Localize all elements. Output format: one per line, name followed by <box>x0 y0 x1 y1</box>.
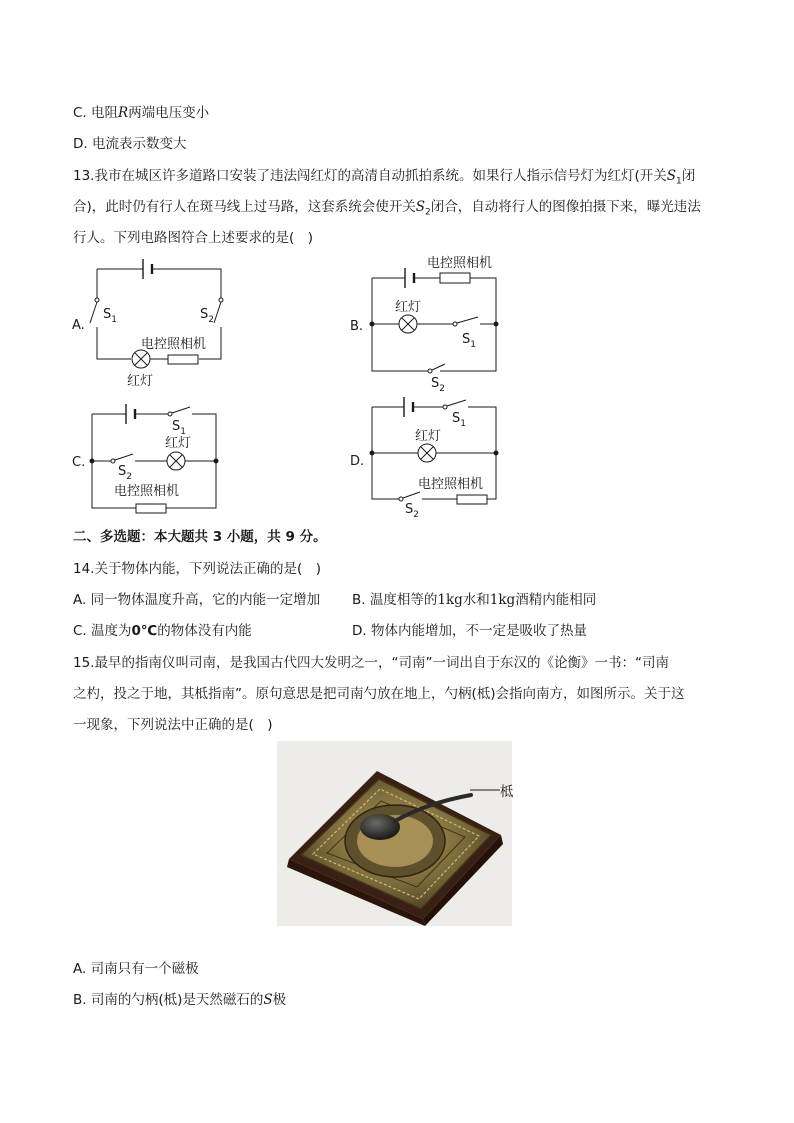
q13-stem-line2: 合)，此时仍有行人在斑马线上过马路，这套系统会使开关$S_2$闭合，自动将行人的图像拍摄下来，曝光违法 <box>73 199 701 218</box>
circuit-b-s2-label: $S_2$ <box>431 376 445 394</box>
q12-option-c: C. 电阻R两端电压变小 <box>73 105 210 121</box>
circuit-d-lamp-label: 红灯 <box>415 429 442 444</box>
circuit-b-s1-label: $S_1$ <box>462 332 476 350</box>
q15-option-a: A. 司南只有一个磁极 <box>73 961 199 977</box>
image-pointer-line <box>470 788 502 792</box>
circuit-b-option-label: B. <box>350 319 364 334</box>
circuit-c-s1-label: $S_1$ <box>172 419 186 437</box>
q15-stem-line3: 一现象，下列说法中正确的是( ) <box>73 717 273 733</box>
circuit-a-camera-label: 电控照相机 <box>141 337 207 352</box>
circuit-d-s2-label: $S_2$ <box>405 502 419 520</box>
section-heading-multiple-choice: 二、多选题：本大题共 3 小题，共 9 分。 <box>73 529 327 545</box>
circuit-d-s1-label: $S_1$ <box>452 411 466 429</box>
sinan-compass-image <box>277 741 512 926</box>
circuit-c-lamp-label: 红灯 <box>165 436 192 451</box>
circuit-b <box>370 268 498 373</box>
q13-circuit-diagrams <box>0 255 794 535</box>
q14-option-a: A. 同一物体温度升高，它的内能一定增加 <box>73 592 321 608</box>
q12-option-d: D. 电流表示数变大 <box>73 136 187 152</box>
q15-stem-line1: 15.最早的指南仪叫司南，是我国古代四大发明之一，“司南”一词出自于东汉的《论衡》一书：“司南 <box>73 655 669 671</box>
circuit-a-s1-label: $S_1$ <box>103 307 117 325</box>
circuit-a-s2-label: $S_2$ <box>200 307 214 325</box>
q14-stem: 14.关于物体内能，下列说法正确的是( ) <box>73 561 322 577</box>
circuit-c-camera-label: 电控照相机 <box>114 484 180 499</box>
q13-stem-line1: 13.我市在城区许多道路口安装了违法闯红灯的高清自动抓拍系统。如果行人指示信号灯为红灯(开关$S_1$闭 <box>73 168 696 187</box>
image-label-handle: 柢 <box>500 784 514 800</box>
q15-option-b: B. 司南的勺柄(柢)是天然磁石的S极 <box>73 992 287 1008</box>
circuit-d-option-label: D. <box>350 454 365 469</box>
circuit-a-lamp-label: 红灯 <box>127 374 154 389</box>
circuit-c-option-label: C. <box>72 455 86 470</box>
circuit-b-lamp-label: 红灯 <box>395 300 422 315</box>
circuit-b-camera-label: 电控照相机 <box>427 256 493 271</box>
q14-option-d: D. 物体内能增加，不一定是吸收了热量 <box>352 623 587 639</box>
q15-stem-line2: 之杓，投之于地，其柢指南”。原句意思是把司南勺放在地上，勺柄(柢)会指向南方，如图所示。关于这 <box>73 686 685 702</box>
q14-option-c: C. 温度为0℃的物体没有内能 <box>73 623 252 639</box>
circuit-d-camera-label: 电控照相机 <box>418 477 484 492</box>
circuit-a-option-label: A. <box>72 318 85 333</box>
q14-option-b: B. 温度相等的1kg水和1kg酒精内能相同 <box>352 592 597 608</box>
q13-stem-line3: 行人。下列电路图符合上述要求的是( ) <box>73 230 314 246</box>
circuit-c-s2-label: $S_2$ <box>118 464 132 482</box>
